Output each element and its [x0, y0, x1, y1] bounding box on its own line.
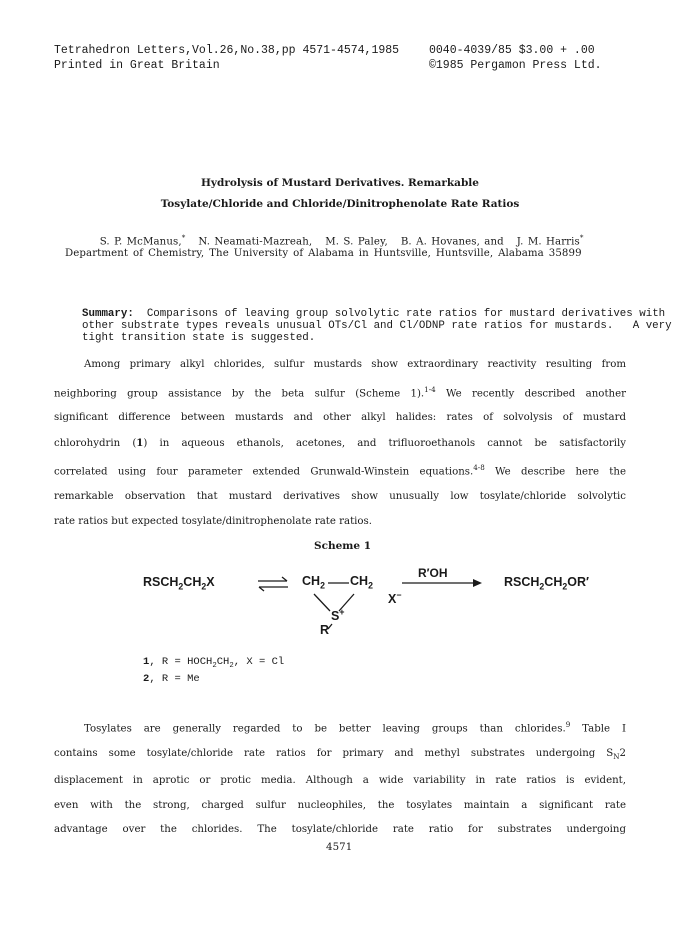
scheme-label: Scheme 1 — [314, 540, 372, 552]
reference-marker: 9 — [565, 720, 571, 729]
p1-line-6: remarkable observation that mustard derivatives show unusually low tosylate/chloride solvolytic — [54, 491, 626, 503]
paragraph-1 — [54, 353, 626, 534]
p2-line-4: even with the strong, charged sulfur nucleophiles, the tosylates maintain a significant rate — [54, 799, 626, 811]
p1-line-5 — [54, 456, 626, 485]
reaction-arrow-icon — [400, 577, 484, 589]
compound-2-definition: 2, R = Me — [143, 673, 200, 685]
p1-l4-text-c: ) in aqueous ethanols, acetones, and trifluoroethanols cannot be satisfactorily — [143, 437, 626, 449]
p1-line-4 — [54, 431, 626, 457]
authors — [91, 222, 584, 247]
summary-label: Summary: — [82, 308, 134, 320]
title-line-2: Tosylate/Chloride and Chloride/Dinitrophenolate Rate Ratios — [160, 198, 520, 210]
p1-l2-text-b: We recently described another — [435, 387, 626, 399]
product-formula: $RSCH_2CH_2OR'$ — [504, 575, 589, 592]
reactant-formula: $RSCH_2CH_2X$ — [143, 575, 215, 592]
author-4: B. A. Hovanes, and — [400, 236, 504, 248]
title-line-1: Hydrolysis of Mustard Derivatives. Remarkable — [201, 177, 479, 189]
author-1-mark: * — [181, 233, 186, 242]
p1-l2-text-a: neighboring group assistance by the beta sulfur (Scheme 1). — [54, 387, 425, 399]
journal-citation: Tetrahedron Letters,Vol.26,No.38,pp 4571-4574,1985 — [54, 44, 400, 57]
p1-line-1: Among primary alkyl chlorides, sulfur mustards show extraordinary reactivity resulting from — [84, 359, 626, 370]
author-5-mark: * — [579, 233, 584, 242]
reagent: R′OH — [418, 566, 448, 580]
p1-line-2 — [54, 378, 626, 407]
compound-number: 1 — [136, 436, 144, 449]
p1-line-3: significant difference between mustards and other alkyl halides: rates of solvolysis of mustard — [54, 412, 626, 424]
author-1: S. P. McManus, — [99, 236, 182, 248]
sulfonium-sulfur: S+ — [331, 607, 345, 624]
p1-line-7: rate ratios but expected tosylate/dinitrophenolate rate ratios. — [54, 515, 373, 527]
ring-carbon-right: $CH_2$ — [350, 574, 373, 591]
issn-price: 0040-4039/85 $3.00 + .00 — [429, 44, 595, 57]
reference-marker: 1-4 — [424, 384, 436, 394]
copyright: ©1985 Pergamon Press Ltd. — [429, 59, 602, 72]
page-number: 4571 — [326, 842, 353, 853]
affiliation: Department of Chemistry, The University of Alabama in Huntsville, Huntsville, Alabama 35899 — [65, 248, 582, 259]
paragraph-2 — [54, 713, 626, 843]
p2-line-5: advantage over the chlorides. The tosylate/chloride rate ratio for substrates undergoing — [54, 824, 626, 836]
p1-l4-text-a: chlorohydrin ( — [54, 437, 137, 449]
author-3: M. S. Paley, — [325, 236, 388, 248]
author-5: J. M. Harris — [516, 236, 580, 248]
summary-text-1: Comparisons of leaving group solvolytic rate ratios for mustard derivatives with — [146, 308, 666, 320]
summary-line-1 — [82, 308, 665, 320]
p2-line-1: Tosylates are generally regarded to be better leaving groups than chlorides.$^9$ Table I — [84, 720, 627, 735]
equilibrium-arrow-icon — [256, 576, 290, 592]
counter-ion: X− — [388, 590, 402, 607]
ring-carbon-left: $CH_2$ — [302, 574, 325, 591]
compound-1-definition: 1, $R = HOCH_2CH_2$, X = Cl — [143, 656, 285, 671]
p1-l5-text-a: correlated using four parameter extended Grunwald-Winstein equations. — [54, 466, 474, 478]
p1-l5-text-b: We describe here the — [484, 466, 626, 478]
p2-line-3: displacement in aprotic or protic media. Although a wide variability in rate ratios is evident, — [54, 775, 626, 787]
summary-line-3: tight transition state is suggested. — [82, 332, 316, 344]
r-group: R — [320, 623, 330, 637]
p2-line-2: contains some tosylate/chloride rate ratios for primary and methyl substrates undergoing $S_N2$ — [54, 747, 626, 761]
printed-in: Printed in Great Britain — [54, 59, 220, 72]
author-2: N. Neamati-Mazreah, — [198, 236, 313, 248]
reference-marker: 4-8 — [473, 463, 485, 473]
summary-line-2: other substrate types reveals unusual OTs/Cl and Cl/ODNP rate ratios for mustards. A very — [82, 320, 672, 332]
